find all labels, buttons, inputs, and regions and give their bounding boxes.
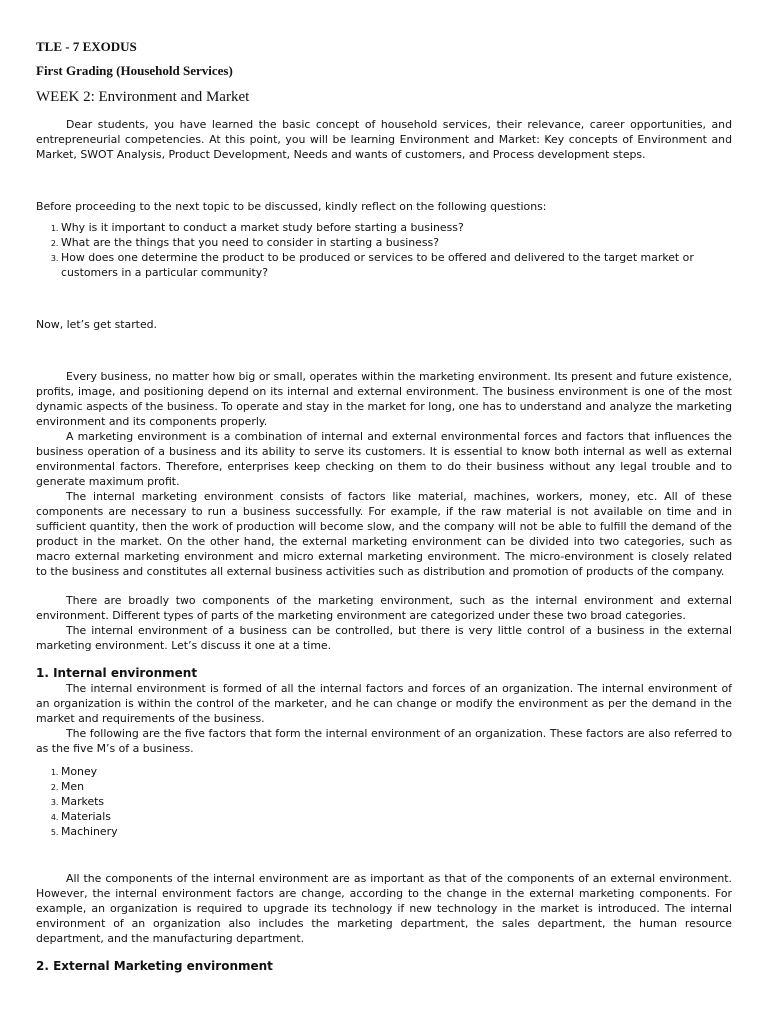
list-item: 3. How does one determine the product to be produced or services to be offered and delivered to the target market or customers in a particular community? — [61, 250, 732, 280]
body-paragraph: Every business, no matter how big or small, operates within the marketing environment. Its present and future existence, profits, image, and positioning depend on its internal and external environment. The business environment is one of the most dynamic aspects of the business. To operate and stay in the market for long, one has to understand and analyze the marketing environment and its components properly. — [36, 370, 732, 428]
list-item: 3. Markets — [61, 794, 732, 809]
components-paragraph: The internal environment of a business can be controlled, but there is very little control of a business in the external marketing environment. Let’s discuss it one at a time. — [36, 624, 732, 652]
grading-subtitle: First Grading (Household Services) — [36, 63, 233, 78]
section-heading-internal: 1. Internal environment — [36, 666, 198, 680]
get-started-text: Now, let’s get started. — [36, 318, 158, 331]
internal-paragraph: The following are the five factors that form the internal environment of an organization. These factors are also referred to as the five M’s of a business. — [36, 727, 732, 755]
section-heading-external: 2. External Marketing environment — [36, 959, 273, 973]
components-paragraph: There are broadly two components of the marketing environment, such as the internal environment and external environment. Different types of parts of the marketing environment are categorized under these two broad categories. — [36, 594, 732, 622]
course-title: TLE - 7 EXODUS — [36, 39, 137, 54]
internal-paragraph: The internal environment is formed of all the internal factors and forces of an organization. The internal environment of an organization is within the control of the marketer, and he can change or modify the environment as per the demand in the market and requirements of the business. — [36, 682, 732, 725]
list-item: 5. Machinery — [61, 824, 732, 839]
internal-closing-paragraph: All the components of the internal environment are as important as that of the components of an external environment. However, the internal environment factors are change, according to the change in the external marketing components. For example, an organization is required to upgrade its technology if new technology in the market is introduced. The internal environment of an organization also includes the marketing department, the sales department, the human resource department, and the manufacturing department. — [36, 872, 732, 945]
intro-paragraph: Dear students, you have learned the basic concept of household services, their relevance, career opportunities, and entrepreneurial competencies. At this point, you will be learning Environment and Market: Key concepts of Environment and Market, SWOT Analysis, Product Development, Needs and wants of customers, and Process development steps. — [36, 118, 732, 161]
body-paragraph: A marketing environment is a combination of internal and external environmental forces and factors that influences the business operation of a business and its ability to serve its customers. It is essential to know both internal as well as external environmental factors. Therefore, enterprises keep checking on them to do their business without any legal trouble and to generate maximum profit. — [36, 430, 732, 488]
list-item: 1. Why is it important to conduct a market study before starting a business? — [61, 220, 732, 235]
week-heading: WEEK 2: Environment and Market — [36, 89, 250, 105]
list-item: 1. Money — [61, 764, 732, 779]
reflect-lead: Before proceeding to the next topic to be discussed, kindly reflect on the following questions: — [36, 200, 547, 213]
list-item: 2. What are the things that you need to consider in starting a business? — [61, 235, 732, 250]
list-item: 2. Men — [61, 779, 732, 794]
five-ms-list — [36, 764, 732, 839]
questions-list — [36, 220, 732, 280]
list-item: 4. Materials — [61, 809, 732, 824]
body-paragraph: The internal marketing environment consists of factors like material, machines, workers, money, etc. All of these components are necessary to run a business successfully. For example, if the raw material is not available on time and in sufficient quantity, then the work of production will become slow, and the company will not be able to fulfill the demand of the product in the market. On the other hand, the external marketing environment can be divided into two categories, such as macro external marketing environment and micro external marketing environment. The micro-environment is closely related to the business and constitutes all external business activities such as distribution and promotion of products of the company. — [36, 490, 732, 578]
